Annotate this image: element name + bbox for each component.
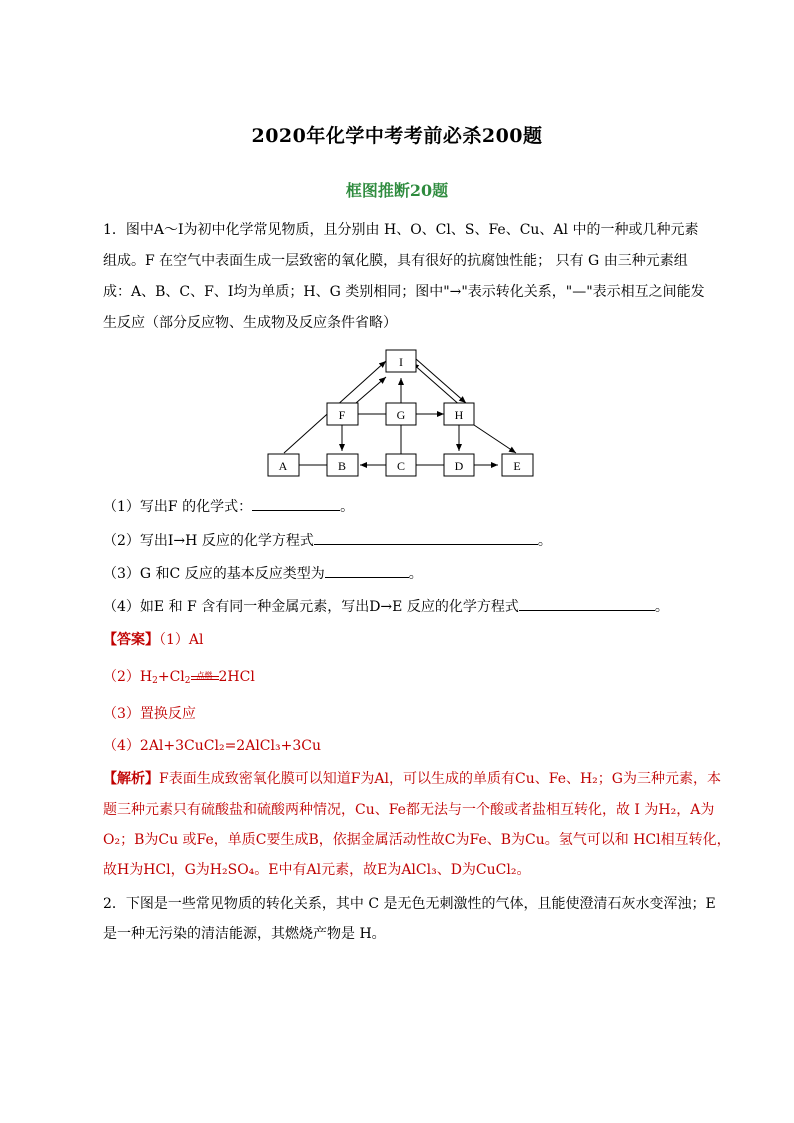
question1-stem: 1．图中A～I为初中化学常见物质，且分别由 H、O、Cl、S、Fe、Cu、Al 中的一种或几种元素组成。F 在空气中表面生成一层致密的氧化膜，具有很好的抗腐蚀性能； 只有 G 由三种元素组成：A、B、C、F、I均为单质；H、G 类别相同；图中"→"表示转化关系，"—"表示相互之间能发生反应（部分反应物、生成物及反应条件省略）: [103, 222, 705, 331]
sub-question-2: （2）写出I→H 反应的化学方程式 。: [103, 530, 552, 550]
question2-line-2: 是一种无污染的清洁能源，其燃烧产物是 H。: [103, 926, 386, 942]
analysis-line-1: 【解析】F表面生成致密氧化膜可以知道F为Al，可以生成的单质有Cu、Fe、H₂；G为三种元素，本: [103, 771, 721, 787]
sub-question-3: （3）G 和C 反应的基本反应类型为 。: [103, 563, 423, 583]
arrow-i-to-h: [416, 359, 466, 403]
node-label-h: H: [454, 408, 464, 422]
answer-blank-3[interactable]: [325, 563, 409, 578]
answer-blank-4[interactable]: [519, 596, 655, 611]
node-label-e: E: [513, 459, 521, 473]
question2-line-1: 2．下图是一些常见物质的转化关系，其中 C 是无色无刺激性的气体，且能使澄清石灰水变浑浊；E: [103, 896, 716, 912]
node-label-a: A: [278, 459, 288, 473]
answer-blank-2[interactable]: [314, 530, 538, 545]
analysis-line-3: O₂；B为Cu 或Fe，单质C要生成B，依据金属活动性故C为Fe、B为Cu。氢气可以和 HCl相互转化，: [103, 832, 731, 848]
answer-2: $(2)H_2+Cl_2$ 点燃 2HCl: [103, 669, 255, 686]
analysis-label: 【解析】: [103, 771, 159, 787]
answer-3: （3）置换反应: [103, 706, 196, 722]
node-label-c: C: [396, 459, 406, 473]
answer-4: （4）2Al+3CuCl₂=2AlCl₃+3Cu: [103, 738, 321, 754]
arrow-h-to-i: [412, 363, 462, 407]
node-label-b: B: [337, 459, 347, 473]
sub-question-4: （4）如E 和 F 含有同一种金属元素，写出D→E 反应的化学方程式 。: [103, 596, 669, 616]
answer-blank-1[interactable]: [252, 496, 340, 511]
sub-question-1: （1）写出F 的化学式： 。: [103, 496, 354, 516]
page-title: 2020年化学中考考前必杀200题: [251, 125, 543, 147]
question1-diagram: [260, 345, 540, 480]
section-subtitle: 框图推断20题: [345, 181, 449, 200]
arrow-f-to-i: [356, 377, 386, 403]
answer-1: 【答案】（1）Al: [103, 632, 204, 648]
node-label-g: G: [396, 408, 406, 422]
analysis-line-2: 题三种元素只有硫酸盐和硫酸两种情况，Cu、Fe都无法与一个酸或者盐相互转化，故 I 为H₂，A为: [103, 802, 715, 818]
node-label-d: D: [454, 459, 464, 473]
node-label-f: F: [338, 408, 346, 422]
arrow-h-to-e: [474, 425, 516, 453]
answer-label: 【答案】: [103, 632, 159, 648]
node-label-i: I: [399, 355, 403, 369]
analysis-line-4: 故H为HCl，G为H₂SO₄。E中有Al元素，故E为AlCl₃、D为CuCl₂。: [103, 862, 531, 878]
